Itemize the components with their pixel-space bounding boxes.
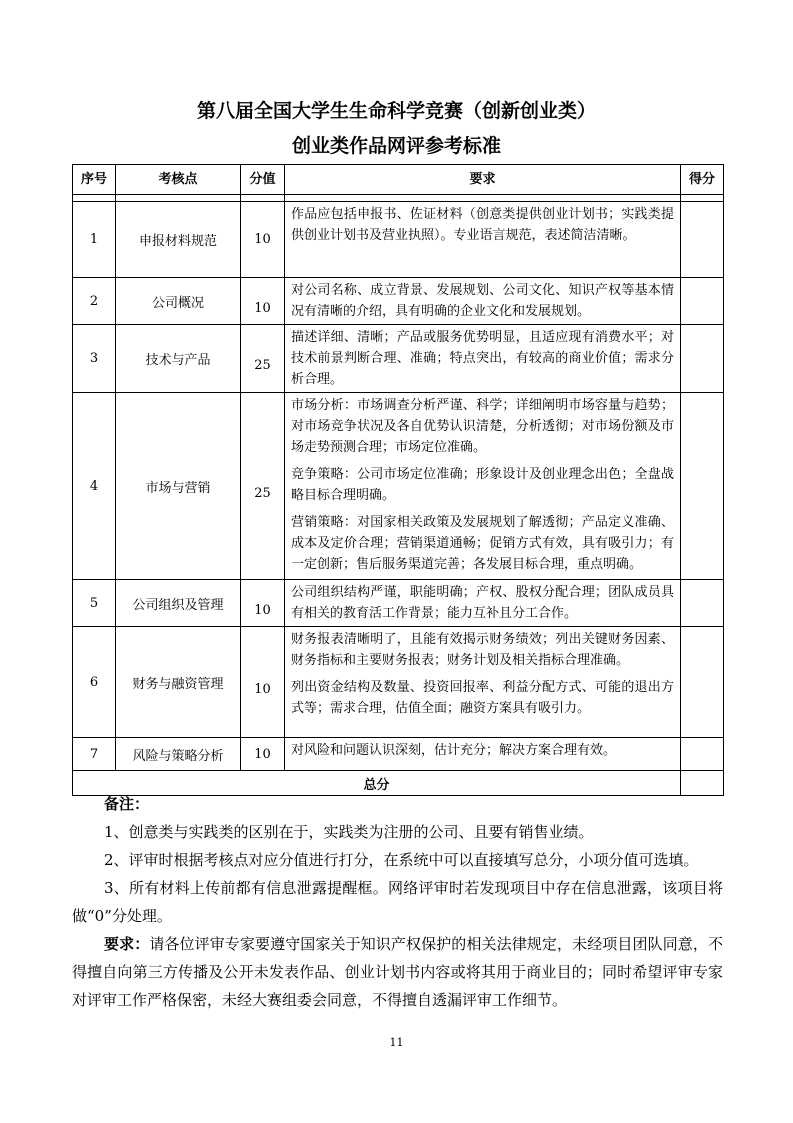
header-item: 考核点: [116, 165, 241, 195]
row-points: [241, 278, 285, 325]
requirement-text: 市场分析：市场调查分析严谨、科学；详细阐明市场容量与趋势；对市场竞争状况及各自优势认识清楚，分析透彻；对市场份额及市场走势预测合理；市场定位准确。: [291, 398, 674, 455]
row-no: 3: [73, 325, 116, 393]
row-points: [241, 325, 285, 393]
requirement-text: 公司组织结构严谨，职能明确；产权、股权分配合理；团队成员具有相关的教育活工作背景；能力互补且分工合作。: [291, 585, 674, 621]
row-item: 公司概况: [116, 278, 241, 325]
requirement-text: 描述详细、清晰；产品或服务优势明显，且适应现有消费水平；对技术前景判断合理、准确；特点突出，有较高的商业价值；需求分析合理。: [291, 330, 674, 387]
total-label: 总分: [73, 771, 681, 796]
header-points: 分值: [241, 165, 285, 195]
requirement-text: 营销策略：对国家相关政策及发展规划了解透彻；产品定义准确、成本及定价合理；营销渠道通畅；促销方式有效，具有吸引力；有一定创新；售后服务渠道完善；各发展目标合理，重点明确。: [291, 515, 674, 572]
table-header-row: [73, 165, 724, 195]
score-cell[interactable]: [681, 393, 724, 580]
row-requirements: [285, 393, 681, 580]
row-requirements: [285, 278, 681, 325]
row-no: 4: [73, 393, 116, 580]
requirement-text: 财务报表清晰明了，且能有效揭示财务绩效；列出关键财务因素、财务指标和主要财务报表；财务计划及相关指标合理准确。: [291, 632, 674, 668]
requirement-text: 对风险和问题认识深刻，估计充分；解决方案合理有效。: [291, 743, 617, 758]
row-no: 2: [73, 278, 116, 325]
requirement-text: 作品应包括申报书、佐证材料（创意类提供创业计划书；实践类提供创业计划书及营业执照）。专业语言规范，表述简洁清晰。: [291, 207, 674, 243]
header-no: 序号: [73, 165, 116, 195]
table-row: [73, 202, 724, 278]
score-cell[interactable]: [681, 202, 724, 278]
points-value: 25: [254, 358, 271, 373]
requirement-label: 要求：: [104, 935, 150, 953]
points-value: 25: [254, 485, 271, 501]
requirement-text: 列出资金结构及数量、投资回报率、利益分配方式、可能的退出方式等；需求合理，估值全面；融资方案具有吸引力。: [291, 680, 674, 716]
score-cell[interactable]: [681, 325, 724, 393]
row-requirements: [285, 202, 681, 278]
scoring-table: [72, 164, 724, 796]
requirement-paragraph: [72, 930, 723, 1014]
note-item: 2、评审时根据考核点对应分值进行打分，在系统中可以直接填写总分，小项分值可选填。: [104, 851, 699, 869]
row-points: [241, 393, 285, 580]
row-points: 10: [241, 738, 285, 771]
notes-heading: 备注：: [104, 795, 150, 813]
requirement-body: 请各位评审专家要遵守国家关于知识产权保护的相关法律规定，未经项目团队同意，不得擅自向第三方传播及公开未发表作品、创业计划书内容或将其用于商业目的；同时希望评审专家对评审工作严格保密，未经大赛组委会同意，不得擅自透漏评审工作细节。: [72, 935, 723, 1009]
points-value: 10: [254, 300, 271, 316]
table-row: [73, 627, 724, 738]
row-item: 申报材料规范: [116, 202, 241, 278]
row-points: [241, 627, 285, 738]
table-row: [73, 580, 724, 627]
row-points: 10: [241, 202, 285, 278]
row-item: 公司组织及管理: [116, 580, 241, 627]
row-requirements: [285, 627, 681, 738]
page-number: 11: [389, 1036, 404, 1049]
spacer-row: [73, 195, 724, 202]
header-requirements: 要求: [285, 165, 681, 195]
document-subtitle: 创业类作品网评参考标准: [291, 135, 501, 157]
note-item: 3、所有材料上传前都有信息泄露提醒框。网络评审时若发现项目中存在信息泄露，该项目将做“0”分处理。: [72, 879, 723, 925]
row-requirements: [285, 325, 681, 393]
row-no: 6: [73, 627, 116, 738]
row-item: 财务与融资管理: [116, 627, 241, 738]
row-item: 风险与策略分析: [116, 738, 241, 771]
requirement-text: 对公司名称、成立背景、发展规划、公司文化、知识产权等基本情况有清晰的介绍，具有明确的企业文化和发展规划。: [291, 283, 674, 319]
row-no: 5: [73, 580, 116, 627]
points-value: 10: [254, 602, 271, 618]
header-score: 得分: [681, 165, 724, 195]
requirement-text: 竞争策略：公司市场定位准确；形象设计及创业理念出色；全盘战略目标合理明确。: [291, 467, 674, 503]
score-cell[interactable]: [681, 627, 724, 738]
note-item: 1、创意类与实践类的区别在于，实践类为注册的公司、且要有销售业绩。: [104, 823, 594, 841]
row-item: 市场与营销: [116, 393, 241, 580]
score-cell[interactable]: [681, 278, 724, 325]
row-requirements: [285, 580, 681, 627]
score-cell[interactable]: [681, 580, 724, 627]
table-row: [73, 325, 724, 393]
row-points: [241, 580, 285, 627]
notes-section: [72, 790, 723, 1014]
row-no: 7: [73, 738, 116, 771]
table-row: [73, 738, 724, 771]
table-row: [73, 393, 724, 580]
document-title: 第八届全国大学生生命科学竞赛（创新创业类）: [196, 100, 596, 122]
row-requirements: [285, 738, 681, 771]
table-row: [73, 278, 724, 325]
row-item: 技术与产品: [116, 325, 241, 393]
row-no: 1: [73, 202, 116, 278]
points-value: 10: [254, 681, 271, 697]
score-cell[interactable]: [681, 738, 724, 771]
